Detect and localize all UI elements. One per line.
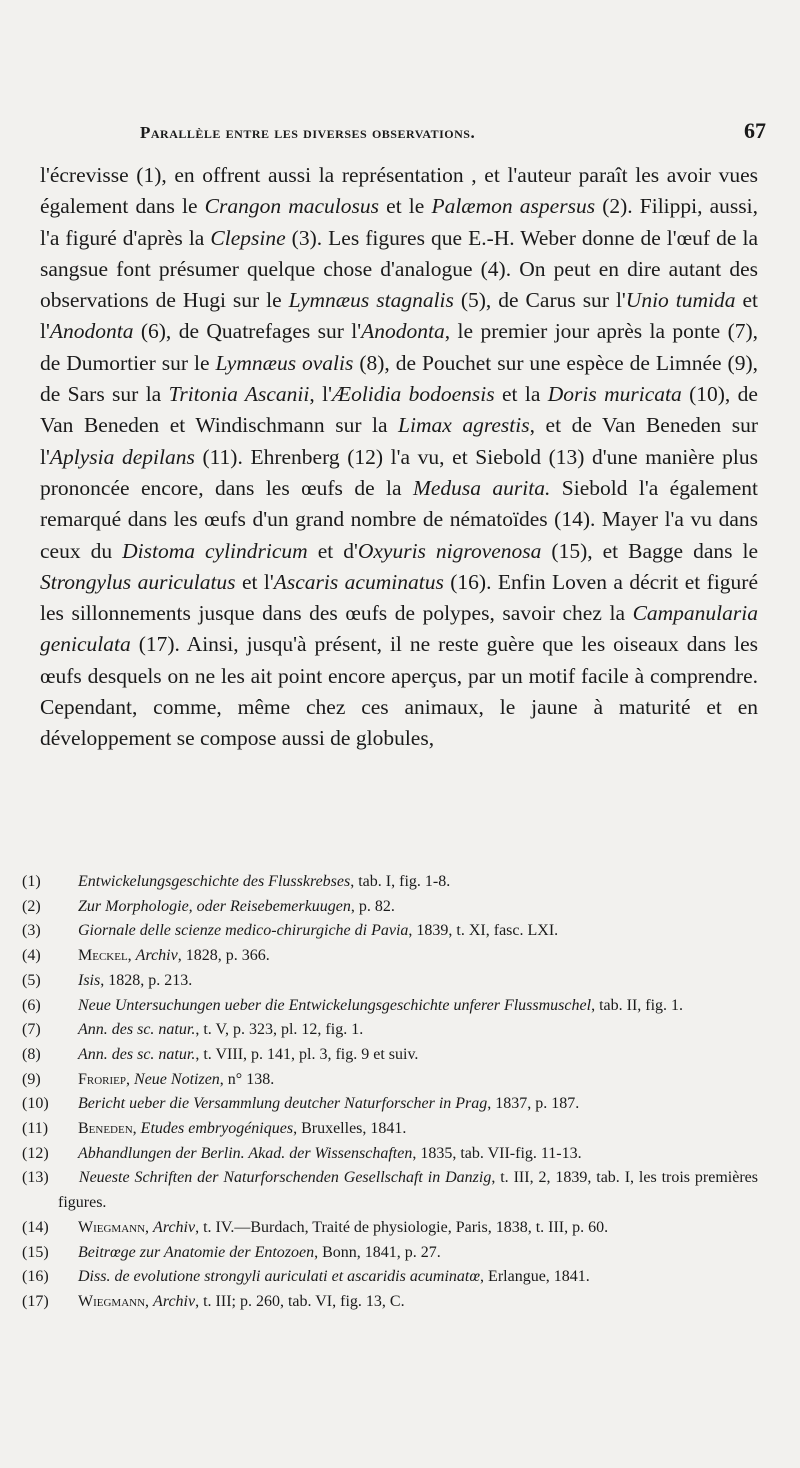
footnote bbox=[22, 895, 758, 920]
taxon-name: Ascaris acuminatus bbox=[273, 569, 444, 594]
taxon-name: Lymnæus stagnalis bbox=[288, 288, 454, 313]
footnotes bbox=[22, 870, 759, 1315]
footnote-number: (9) bbox=[22, 1070, 41, 1088]
footnote-number: (7) bbox=[22, 1021, 41, 1039]
text-run: et l' bbox=[40, 288, 758, 344]
taxon-name: Anodonta bbox=[49, 319, 134, 344]
text-run: l'écrevisse (1), en offrent aussi la représentation , et l'auteur paraît les avoir vues également dans le bbox=[40, 163, 758, 219]
page-number: 67 bbox=[744, 118, 766, 143]
taxon-name: Clepsine bbox=[210, 225, 286, 250]
page-header bbox=[40, 118, 766, 148]
footnote-title: Bericht ueber die Versammlung deutcher Naturforscher in Prag bbox=[78, 1095, 488, 1113]
footnote-number: (4) bbox=[22, 947, 41, 965]
footnote-author: Beneden, bbox=[78, 1120, 141, 1138]
footnote-number: (11) bbox=[22, 1120, 49, 1138]
footnote bbox=[22, 870, 758, 895]
footnote-title: Archiv bbox=[153, 1218, 196, 1236]
footnote-number: (13) bbox=[22, 1169, 49, 1187]
footnote-number: (3) bbox=[22, 922, 41, 940]
footnote bbox=[22, 1018, 758, 1043]
text-run: et l' bbox=[235, 569, 274, 594]
footnote-author: Wiegmann, bbox=[78, 1218, 154, 1236]
footnote-details: , 1839, t. XI, fasc. LXI. bbox=[408, 922, 559, 940]
text-run: (15), et Bagge dans le bbox=[541, 538, 759, 563]
taxon-name: Medusa aurita. bbox=[412, 475, 551, 500]
footnote-author: Froriep, bbox=[78, 1070, 135, 1088]
text-run: , le premier jour après la ponte (7), de Dumortier sur le bbox=[40, 319, 759, 375]
footnote bbox=[22, 1092, 758, 1117]
footnote-number: (2) bbox=[22, 897, 41, 915]
footnote-details: , 1837, p. 187. bbox=[487, 1095, 580, 1113]
footnote-title: Ann. des sc. natur. bbox=[78, 1045, 196, 1063]
text-run: (17). Ainsi, jusqu'à présent, il ne reste guère que les oiseaux dans les œufs desquels on ne les ait point encore aperçus, par un motif facile à comprendre. Cependant, comme, même chez ces animaux, le jaune à maturité et en développement se compose aussi de globules, bbox=[40, 632, 758, 751]
footnote-details: , t. IV.—Burdach, Traité de physiologie, Paris, 1838, t. III, p. 60. bbox=[195, 1218, 609, 1236]
text-run: (8), de Pouchet sur une espèce de Limnée (9), de Sars sur la bbox=[40, 350, 758, 407]
taxon-name: Unio tumida bbox=[625, 288, 736, 313]
footnote bbox=[22, 1166, 759, 1215]
footnote bbox=[22, 1290, 758, 1315]
footnote bbox=[22, 1241, 758, 1266]
text-run: (5), de Carus sur l' bbox=[453, 288, 626, 313]
running-title: Parallèle entre les diverses observations. bbox=[140, 123, 476, 142]
footnote-title: Ann. des sc. natur. bbox=[78, 1021, 196, 1039]
body-text bbox=[40, 160, 758, 755]
footnote bbox=[22, 994, 758, 1019]
footnote-details: , tab. I, fig. 1-8. bbox=[350, 873, 451, 890]
footnote-title: Neue Notizen bbox=[134, 1070, 220, 1088]
text-run: (10), de Van Beneden et Windischmann sur la bbox=[40, 382, 758, 438]
text-run: et d' bbox=[307, 538, 358, 563]
footnote-details: , Bonn, 1841, p. 27. bbox=[314, 1243, 441, 1261]
footnote-details: , t. VIII, p. 141, pl. 3, fig. 9 et suiv. bbox=[195, 1045, 419, 1063]
text-run: Siebold l'a également remarqué dans les œufs d'un grand nombre de nématoïdes (14). Mayer l'a vu dans ceux du bbox=[40, 475, 758, 563]
footnote-details: , 1828, p. 213. bbox=[100, 971, 193, 989]
taxon-name: Tritonia Ascanii bbox=[168, 382, 310, 407]
footnote-title: Diss. de evolutione strongyli auriculati et ascaridis acuminatœ bbox=[78, 1268, 481, 1286]
footnote-details: , t. V, p. 323, pl. 12, fig. 1. bbox=[195, 1021, 364, 1039]
footnote-number: (15) bbox=[22, 1243, 49, 1261]
taxon-name: Crangon maculosus bbox=[204, 194, 380, 219]
taxon-name: Lymnæus ovalis bbox=[215, 350, 354, 375]
footnote bbox=[22, 969, 758, 994]
footnote bbox=[22, 1216, 758, 1241]
footnote-title: Etudes embryogéniques bbox=[140, 1120, 294, 1138]
footnote-title: Neue Untersuchungen ueber die Entwickelungsgeschichte unferer Flussmuschel bbox=[78, 996, 592, 1014]
footnote-number: (12) bbox=[22, 1144, 49, 1162]
text-run: (16). Enfin Loven a décrit et figuré les sillonnements jusque dans des œufs de polypes, savoir chez la bbox=[40, 569, 758, 626]
footnote bbox=[22, 944, 758, 969]
footnote-title: Entwickelungsgeschichte des Flusskrebses bbox=[78, 873, 351, 890]
footnote-title: Archiv bbox=[153, 1292, 196, 1310]
text-run: et le bbox=[379, 194, 432, 219]
taxon-name: Æolidia bodoensis bbox=[331, 382, 495, 407]
footnote bbox=[22, 1265, 758, 1290]
footnote bbox=[22, 1068, 758, 1093]
footnote-number: (5) bbox=[22, 971, 41, 989]
footnote-details: , 1828, p. 366. bbox=[177, 947, 270, 965]
footnote-title: Neueste Schriften der Naturforschenden Gesellschaft in Danzig bbox=[78, 1169, 492, 1187]
footnote bbox=[22, 1142, 758, 1167]
text-run: , l' bbox=[309, 382, 332, 407]
footnote-number: (6) bbox=[22, 996, 41, 1014]
footnote-details: , Bruxelles, 1841. bbox=[293, 1120, 407, 1138]
footnote-title: Isis bbox=[78, 971, 101, 989]
book-page bbox=[22, 0, 766, 1468]
taxon-name: Oxyuris nigrovenosa bbox=[357, 538, 542, 563]
text-run: (11). Ehrenberg (12) l'a vu, et Siebold (13) d'une manière plus prononcée encore, dans les œufs de la bbox=[40, 444, 758, 500]
text-run: (2). Filippi, aussi, l'a figuré d'après la bbox=[40, 194, 759, 250]
footnote-title: Abhandlungen der Berlin. Akad. der Wissenschaften bbox=[78, 1144, 413, 1162]
footnote-number: (10) bbox=[22, 1095, 49, 1113]
footnote-details: , t. III; p. 260, tab. VI, fig. 13, C. bbox=[195, 1292, 405, 1310]
footnote-number: (1) bbox=[22, 873, 41, 890]
text-run: et la bbox=[494, 382, 548, 407]
footnote bbox=[22, 1043, 758, 1068]
footnote-author: Meckel, bbox=[78, 947, 136, 965]
footnote-details: , tab. II, fig. 1. bbox=[591, 996, 684, 1014]
footnote-details: , p. 82. bbox=[350, 897, 395, 915]
text-run: (3). Les figures que E.-H. Weber donne de l'œuf de la sangsue font présumer quelque chose d'analogue (4). On peut en dire autant des observations de Hugi sur le bbox=[40, 225, 758, 313]
main-paragraph bbox=[40, 160, 758, 755]
footnote bbox=[22, 1117, 758, 1142]
taxon-name: Aplysia depilans bbox=[49, 444, 195, 469]
footnote-details: , n° 138. bbox=[219, 1070, 275, 1088]
footnote-title: Archiv bbox=[135, 947, 178, 965]
text-run: , et de Van Beneden sur l' bbox=[40, 413, 758, 469]
footnote-number: (8) bbox=[22, 1045, 41, 1063]
footnote-details: , Erlangue, 1841. bbox=[480, 1268, 590, 1286]
footnote-author: Wiegmann, bbox=[78, 1292, 154, 1310]
footnote bbox=[22, 919, 758, 944]
taxon-name: Doris muricata bbox=[547, 382, 682, 407]
footnote-number: (17) bbox=[22, 1292, 49, 1310]
footnote-title: Zur Morphologie, oder Reisebemerkuugen bbox=[78, 897, 351, 915]
taxon-name: Campanularia geniculata bbox=[40, 601, 758, 657]
taxon-name: Strongylus auriculatus bbox=[40, 569, 236, 594]
footnote-details: , t. III, 2, 1839, tab. I, les trois premières figures. bbox=[58, 1169, 759, 1212]
taxon-name: Distoma cylindricum bbox=[122, 538, 308, 563]
taxon-name: Palæmon aspersus bbox=[431, 194, 596, 219]
footnote-details: , 1835, tab. VII-fig. 11-13. bbox=[412, 1144, 582, 1162]
footnote-title: Beitrœge zur Anatomie der Entozoen bbox=[78, 1243, 315, 1261]
taxon-name: Limax agrestis bbox=[398, 413, 530, 438]
footnote-number: (16) bbox=[22, 1268, 49, 1286]
taxon-name: Anodonta bbox=[361, 319, 445, 344]
footnote-title: Giornale delle scienze medico-chirurgiche di Pavia bbox=[78, 922, 409, 940]
footnote-number: (14) bbox=[22, 1218, 49, 1236]
text-run: (6), de Quatrefages sur l' bbox=[133, 319, 362, 344]
